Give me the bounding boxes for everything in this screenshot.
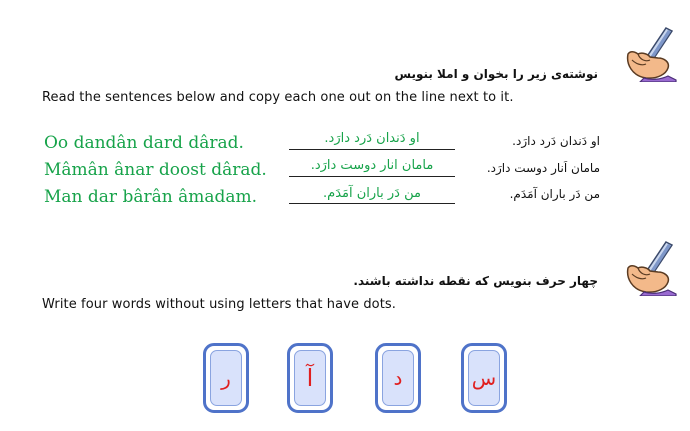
latin-sentence-3: Man dar bârân âmadam. xyxy=(44,187,258,207)
answer-line-2 xyxy=(289,176,455,177)
latin-sentence-1: Oo dandân dard dârad. xyxy=(44,133,244,153)
letter-box-2[interactable] xyxy=(287,343,333,413)
letter-box-4[interactable] xyxy=(461,343,507,413)
letter-box-1[interactable] xyxy=(203,343,249,413)
letter-4: س xyxy=(471,366,497,390)
answer-line-2-text[interactable]: مامان انار دوست دارَد. xyxy=(310,158,434,173)
letter-2: آ xyxy=(306,364,314,392)
answer-line-3 xyxy=(289,203,455,204)
persian-sentence-3: من دَر باران آمَدَم. xyxy=(509,187,600,201)
section1-instruction: Read the sentences below and copy each one out on the line next to it. xyxy=(42,90,514,105)
answer-line-1 xyxy=(289,149,455,150)
letter-box-3[interactable] xyxy=(375,343,421,413)
answer-line-1-text[interactable]: او دَندان دَرد دارَد. xyxy=(324,131,420,146)
answer-line-3-text[interactable]: من دَر باران آمَدَم. xyxy=(323,186,421,201)
section1-title: نوشته‌ی زیر را بخوان و املا بنویس xyxy=(394,67,598,81)
persian-sentence-2: مامان اَنار دوست دارَد. xyxy=(486,161,600,175)
hand-writing-icon xyxy=(620,24,678,82)
hand-writing-icon xyxy=(620,238,678,296)
section2-title: چهار حرف بنویس که نقطه نداشته باشند. xyxy=(353,274,598,288)
letter-1: ر xyxy=(221,366,231,390)
section2-instruction: Write four words without using letters that have dots. xyxy=(42,297,397,312)
persian-sentence-1: او دَندان دَرد دارَد. xyxy=(512,134,600,148)
latin-sentence-2: Mâmân ânar doost dârad. xyxy=(44,160,267,180)
letter-3: د xyxy=(393,366,403,390)
